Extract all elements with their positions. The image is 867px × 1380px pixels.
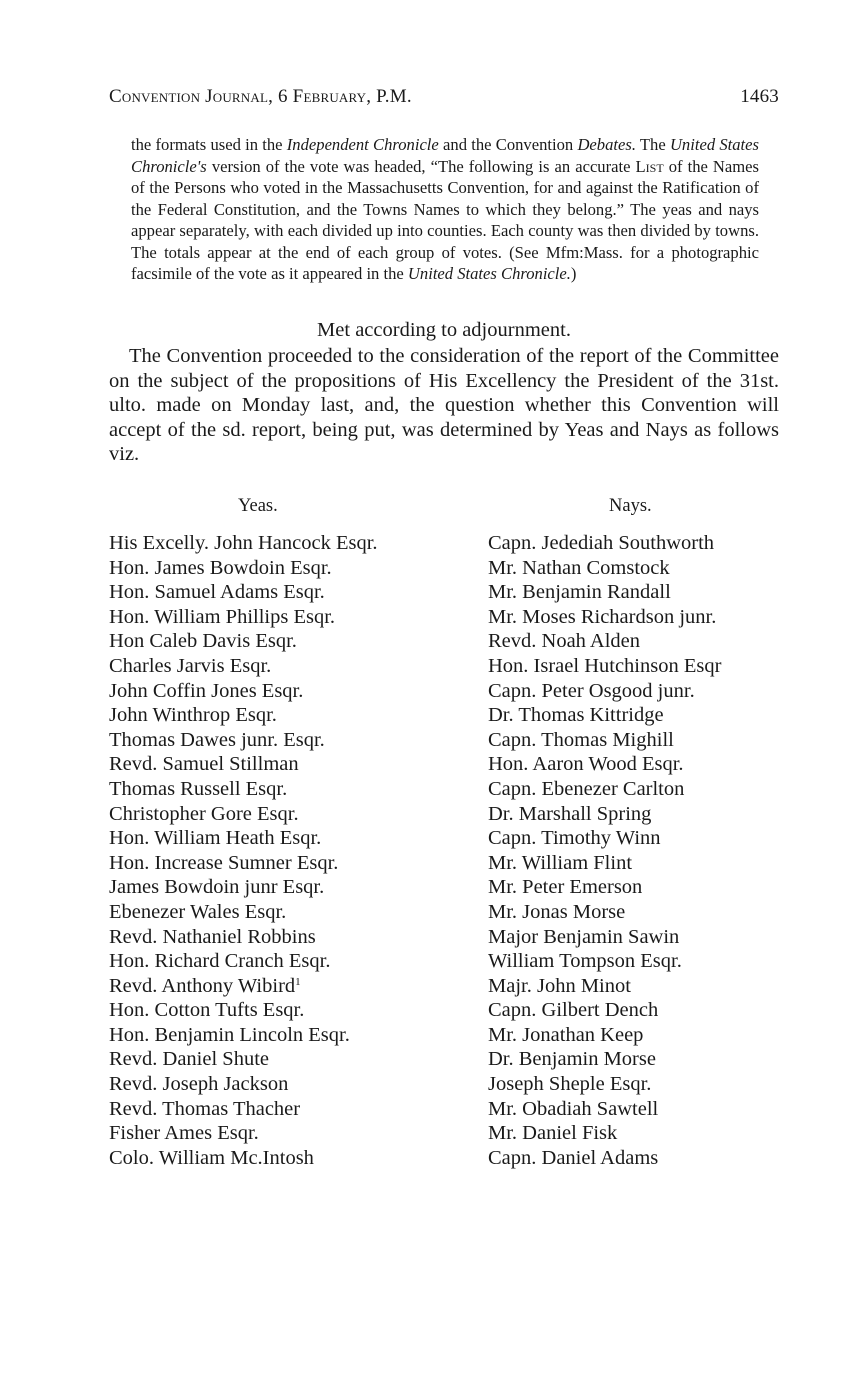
nay-name: Dr. Thomas Kittridge	[488, 704, 664, 727]
page-number: 1463	[740, 86, 779, 107]
yea-name: Hon. Benjamin Lincoln Esqr.	[109, 1023, 350, 1046]
yea-name: John Coffin Jones Esqr.	[109, 679, 304, 702]
nay-name: Dr. Marshall Spring	[488, 802, 652, 825]
nay-name: Hon. Israel Hutchinson Esqr	[488, 654, 722, 677]
nay-name: Mr. Obadiah Sawtell	[488, 1097, 659, 1120]
nay-name: Mr. Jonathan Keep	[488, 1023, 644, 1046]
yea-name: Revd. Joseph Jackson	[109, 1073, 289, 1096]
yea-name: Revd. Anthony Wibird	[109, 974, 296, 997]
note-italic-2: Debates.	[577, 135, 636, 154]
yea-name: Thomas Russell Esqr.	[109, 777, 288, 800]
note-text-3: The	[635, 135, 670, 154]
body-paragraph: The Convention proceeded to the consideration of the report of the Committee on the subject of the propositions of His Excellency the President of the 31st. ulto. made on Monday last, and, the question whether this Convention will accept of the sd. report, being put, was determined by Yeas and Nays as follows viz.	[109, 345, 779, 465]
yea-name: Thomas Dawes junr. Esqr.	[109, 728, 325, 751]
nays-heading: Nays.	[609, 496, 652, 516]
note-italic-1: Independent Chronicle	[286, 135, 439, 154]
nay-name: Major Benjamin Sawin	[488, 925, 680, 948]
note-italic-3: United States Chronicle's	[131, 135, 759, 176]
note-text-5: of the Names of the Persons who voted in the Massachusetts Convention, for and against the Ratification of the Federal Constitution, and the Towns Names to which they belong.” The yeas and nays appear separately, with each divided up into counties. Each county was then divided by towns. The totals appear at the end of each group of votes. (See Mfm:Mass. for a photographic facsimile of the vote as it appeared in the	[131, 156, 760, 283]
nay-name: Revd. Noah Alden	[488, 630, 641, 653]
yea-name: Revd. Samuel Stillman	[109, 753, 299, 776]
note-text-2: and the Convention	[438, 135, 578, 154]
nay-name: Mr. William Flint	[488, 851, 633, 874]
running-head	[109, 86, 779, 114]
yea-name: Charles Jarvis Esqr.	[109, 654, 272, 677]
yea-name: Fisher Ames Esqr.	[109, 1122, 259, 1145]
nay-name: Capn. Peter Osgood junr.	[488, 679, 695, 702]
nays-list	[488, 531, 721, 1170]
yea-name: James Bowdoin junr Esqr.	[109, 876, 325, 899]
yea-name: His Excelly. John Hancock Esqr.	[109, 532, 378, 554]
nay-name: Mr. Daniel Fisk	[488, 1122, 618, 1145]
yea-name: Hon. James Bowdoin Esqr.	[109, 556, 332, 579]
yea-name: Hon. William Phillips Esqr.	[109, 605, 336, 628]
nay-name: Dr. Benjamin Morse	[488, 1048, 656, 1071]
yea-name: Hon. Increase Sumner Esqr.	[109, 851, 339, 874]
note-text-1: the formats used in the	[131, 135, 287, 154]
nay-name: Capn. Ebenezer Carlton	[488, 777, 685, 800]
yea-name: Colo. William Mc.Intosh	[109, 1146, 314, 1169]
nay-name: Capn. Jedediah Southworth	[488, 532, 715, 554]
yea-name: Revd. Nathaniel Robbins	[109, 925, 316, 948]
note-text-6: )	[570, 264, 577, 283]
yeas-list	[109, 531, 378, 1170]
note-text-4: version of the vote was headed, “The following is an accurate	[206, 156, 636, 176]
running-head-title: Convention Journal, 6 February, P.M.	[109, 86, 412, 107]
note-smallcaps-list: List	[635, 156, 664, 176]
editorial-note	[131, 134, 759, 285]
yea-name: Ebenezer Wales Esqr.	[109, 900, 287, 923]
nay-name: Capn. Timothy Winn	[488, 827, 661, 850]
yea-name-with-footnote	[109, 974, 378, 999]
nay-name: William Tompson Esqr.	[488, 950, 682, 973]
nay-name: Mr. Peter Emerson	[488, 876, 643, 899]
yea-name: John Winthrop Esqr.	[109, 704, 277, 727]
nay-name: Capn. Gilbert Dench	[488, 999, 659, 1022]
nay-name: Mr. Benjamin Randall	[488, 581, 671, 604]
nay-name: Mr. Jonas Morse	[488, 900, 626, 923]
nay-name: Mr. Nathan Comstock	[488, 556, 670, 579]
nay-name: Mr. Moses Richardson junr.	[488, 605, 717, 628]
yea-name: Hon. Cotton Tufts Esqr.	[109, 999, 305, 1022]
yea-name: Hon. Samuel Adams Esqr.	[109, 581, 325, 604]
nay-name: Hon. Aaron Wood Esqr.	[488, 753, 684, 776]
nay-name: Joseph Sheple Esqr.	[488, 1073, 652, 1096]
nay-name: Capn. Daniel Adams	[488, 1146, 659, 1169]
nay-name: Majr. John Minot	[488, 974, 631, 997]
yea-name: Hon Caleb Davis Esqr.	[109, 630, 297, 653]
yeas-heading: Yeas.	[238, 496, 278, 516]
yea-name: Christopher Gore Esqr.	[109, 802, 299, 825]
yea-name: Hon. William Heath Esqr.	[109, 827, 322, 850]
met-heading: Met according to adjournment.	[317, 319, 571, 341]
yea-name: Revd. Thomas Thacher	[109, 1097, 301, 1120]
footnote-marker: 1	[295, 975, 301, 988]
yea-name: Revd. Daniel Shute	[109, 1048, 269, 1071]
note-italic-5: United States Chronicle.	[407, 264, 571, 283]
yea-name: Hon. Richard Cranch Esqr.	[109, 950, 331, 973]
nay-name: Capn. Thomas Mighill	[488, 728, 674, 751]
